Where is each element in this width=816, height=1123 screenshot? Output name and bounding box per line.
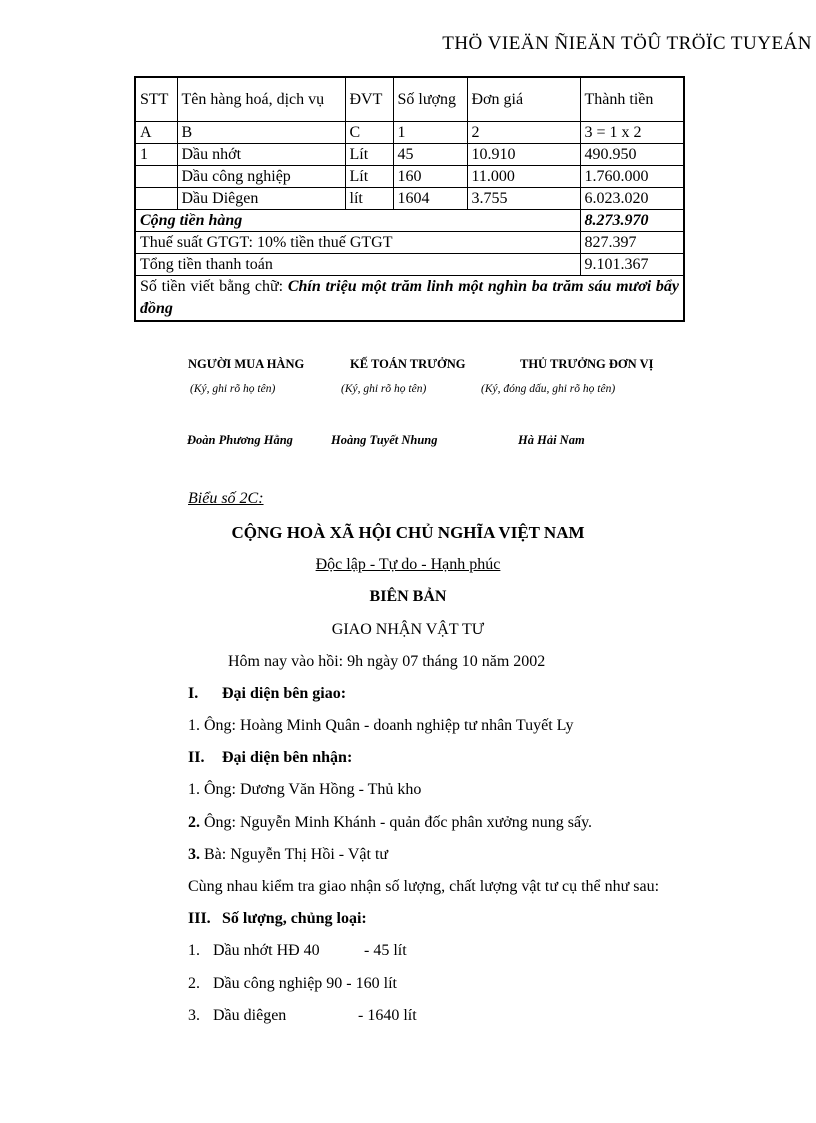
material-name: Dầu nhớt HĐ 40 — [213, 942, 320, 959]
item-text: Bà: Nguyễn Thị Hồi - Vật tư — [204, 846, 389, 863]
page-header: THÖ VIEÄN ÑIEÄN TÖÛ TRÖÏC TUYEÁN — [442, 33, 812, 54]
unit-head-title: THỦ TRƯỞNG ĐƠN VỊ — [520, 357, 654, 371]
item-number: 2. — [188, 814, 200, 831]
nation-title: CỘNG HOÀ XÃ HỘI CHỦ NGHĨA VIỆT NAM — [231, 523, 585, 542]
table-cell: 160 — [393, 166, 467, 188]
section-heading — [188, 910, 367, 928]
item-number: 2. — [188, 975, 200, 992]
list-item — [188, 814, 592, 832]
table-cell: 1604 — [393, 188, 467, 210]
section-title: Đại diện bên nhận: — [222, 749, 353, 766]
column-header: Đơn giá — [467, 77, 580, 122]
item-number: 3. — [188, 1007, 200, 1024]
column-header: Tên hàng hoá, dịch vụ — [177, 77, 345, 122]
vat-value: 827.397 — [580, 232, 684, 254]
vat-row — [135, 232, 684, 254]
doc-title: BIÊN BẢN — [369, 588, 447, 605]
column-header: ĐVT — [345, 77, 393, 122]
table-row — [135, 144, 684, 166]
column-header: STT — [135, 77, 177, 122]
table-cell: B — [177, 122, 345, 144]
total-value: 9.101.367 — [580, 254, 684, 276]
table-cell: 3 = 1 x 2 — [580, 122, 684, 144]
code-row — [135, 122, 684, 144]
item-number: 3. — [188, 846, 200, 863]
check-line: Cùng nhau kiểm tra giao nhận số lượng, chất lượng vật tư cụ thể như sau: — [188, 878, 660, 895]
material-qty: - 45 lít — [364, 942, 407, 959]
table-cell: 1 — [135, 144, 177, 166]
section-number: II. — [188, 749, 205, 766]
unit-head-note: (Ký, đóng dấu, ghi rõ họ tên) — [481, 383, 616, 395]
buyer-name: Đoàn Phương Hằng — [187, 433, 293, 447]
item-text: Ông: Nguyễn Minh Khánh - quản đốc phân xưởng nung sấy. — [204, 814, 593, 831]
subtotal-value: 8.273.970 — [580, 210, 684, 232]
in-words-value: Chín triệu một trăm linh một nghìn ba trăm sáu mươi bẩy đồng — [140, 278, 679, 317]
subtotal-row — [135, 210, 684, 232]
table-cell: Lít — [345, 166, 393, 188]
chief-accountant-title: KẾ TOÁN TRƯỞNG — [350, 357, 466, 371]
list-item — [188, 846, 388, 864]
material-item — [188, 942, 407, 960]
section-heading — [188, 685, 346, 703]
material-name: Dầu công nghiệp 90 - 160 lít — [213, 975, 397, 992]
table-cell: A — [135, 122, 177, 144]
table-cell: 1.760.000 — [580, 166, 684, 188]
in-words-row — [135, 276, 684, 322]
material-item — [188, 975, 397, 993]
table-cell: Lít — [345, 144, 393, 166]
section-heading — [188, 749, 352, 767]
subtotal-label: Cộng tiền hàng — [135, 210, 580, 232]
table-header-row — [135, 77, 684, 122]
buyer-title: NGƯỜI MUA HÀNG — [188, 357, 305, 371]
section-number: I. — [188, 685, 199, 702]
invoice-table — [134, 76, 685, 322]
date-line: Hôm nay vào hồi: 9h ngày 07 tháng 10 năm 2002 — [228, 653, 546, 670]
buyer-note: (Ký, ghi rõ họ tên) — [190, 383, 276, 395]
motto: Độc lập - Tự do - Hạnh phúc — [315, 556, 501, 573]
table-cell: 10.910 — [467, 144, 580, 166]
table-row — [135, 166, 684, 188]
table-cell: Dầu công nghiệp — [177, 166, 345, 188]
column-header: Thành tiền — [580, 77, 684, 122]
table-cell — [135, 166, 177, 188]
table-cell: C — [345, 122, 393, 144]
material-name: Dầu diêgen — [213, 1007, 287, 1024]
in-words-label: Số tiền viết bằng chữ: — [140, 278, 284, 295]
table-cell: 2 — [467, 122, 580, 144]
vat-label: Thuế suất GTGT: 10% tiền thuế GTGT — [135, 232, 580, 254]
item-number: 1. — [188, 942, 200, 959]
doc-subtitle: GIAO NHẬN VẬT TƯ — [331, 621, 485, 638]
table-cell: Dầu nhớt — [177, 144, 345, 166]
total-label: Tổng tiền thanh toán — [135, 254, 580, 276]
material-qty: - 1640 lít — [358, 1007, 417, 1024]
section-title: Số lượng, chủng loại: — [222, 910, 367, 927]
table-row — [135, 188, 684, 210]
table-cell: 3.755 — [467, 188, 580, 210]
chief-accountant-name: Hoàng Tuyết Nhung — [331, 433, 438, 447]
unit-head-name: Hà Hải Nam — [518, 433, 585, 447]
table-cell: 490.950 — [580, 144, 684, 166]
table-cell: lít — [345, 188, 393, 210]
form-label: Biểu số 2C: — [188, 490, 264, 507]
amount-in-words — [135, 276, 684, 322]
list-item: 1. Ông: Dương Văn Hồng - Thủ kho — [188, 781, 422, 798]
table-cell: 6.023.020 — [580, 188, 684, 210]
total-row — [135, 254, 684, 276]
table-cell: 11.000 — [467, 166, 580, 188]
table-cell: Dầu Diêgen — [177, 188, 345, 210]
chief-accountant-note: (Ký, ghi rõ họ tên) — [341, 383, 427, 395]
table-cell — [135, 188, 177, 210]
section-title: Đại diện bên giao: — [222, 685, 347, 702]
table-cell: 1 — [393, 122, 467, 144]
list-item: 1. Ông: Hoàng Minh Quân - doanh nghiệp tư nhân Tuyết Ly — [188, 717, 574, 734]
column-header: Số lượng — [393, 77, 467, 122]
section-number: III. — [188, 910, 211, 927]
table-cell: 45 — [393, 144, 467, 166]
material-item — [188, 1007, 417, 1025]
